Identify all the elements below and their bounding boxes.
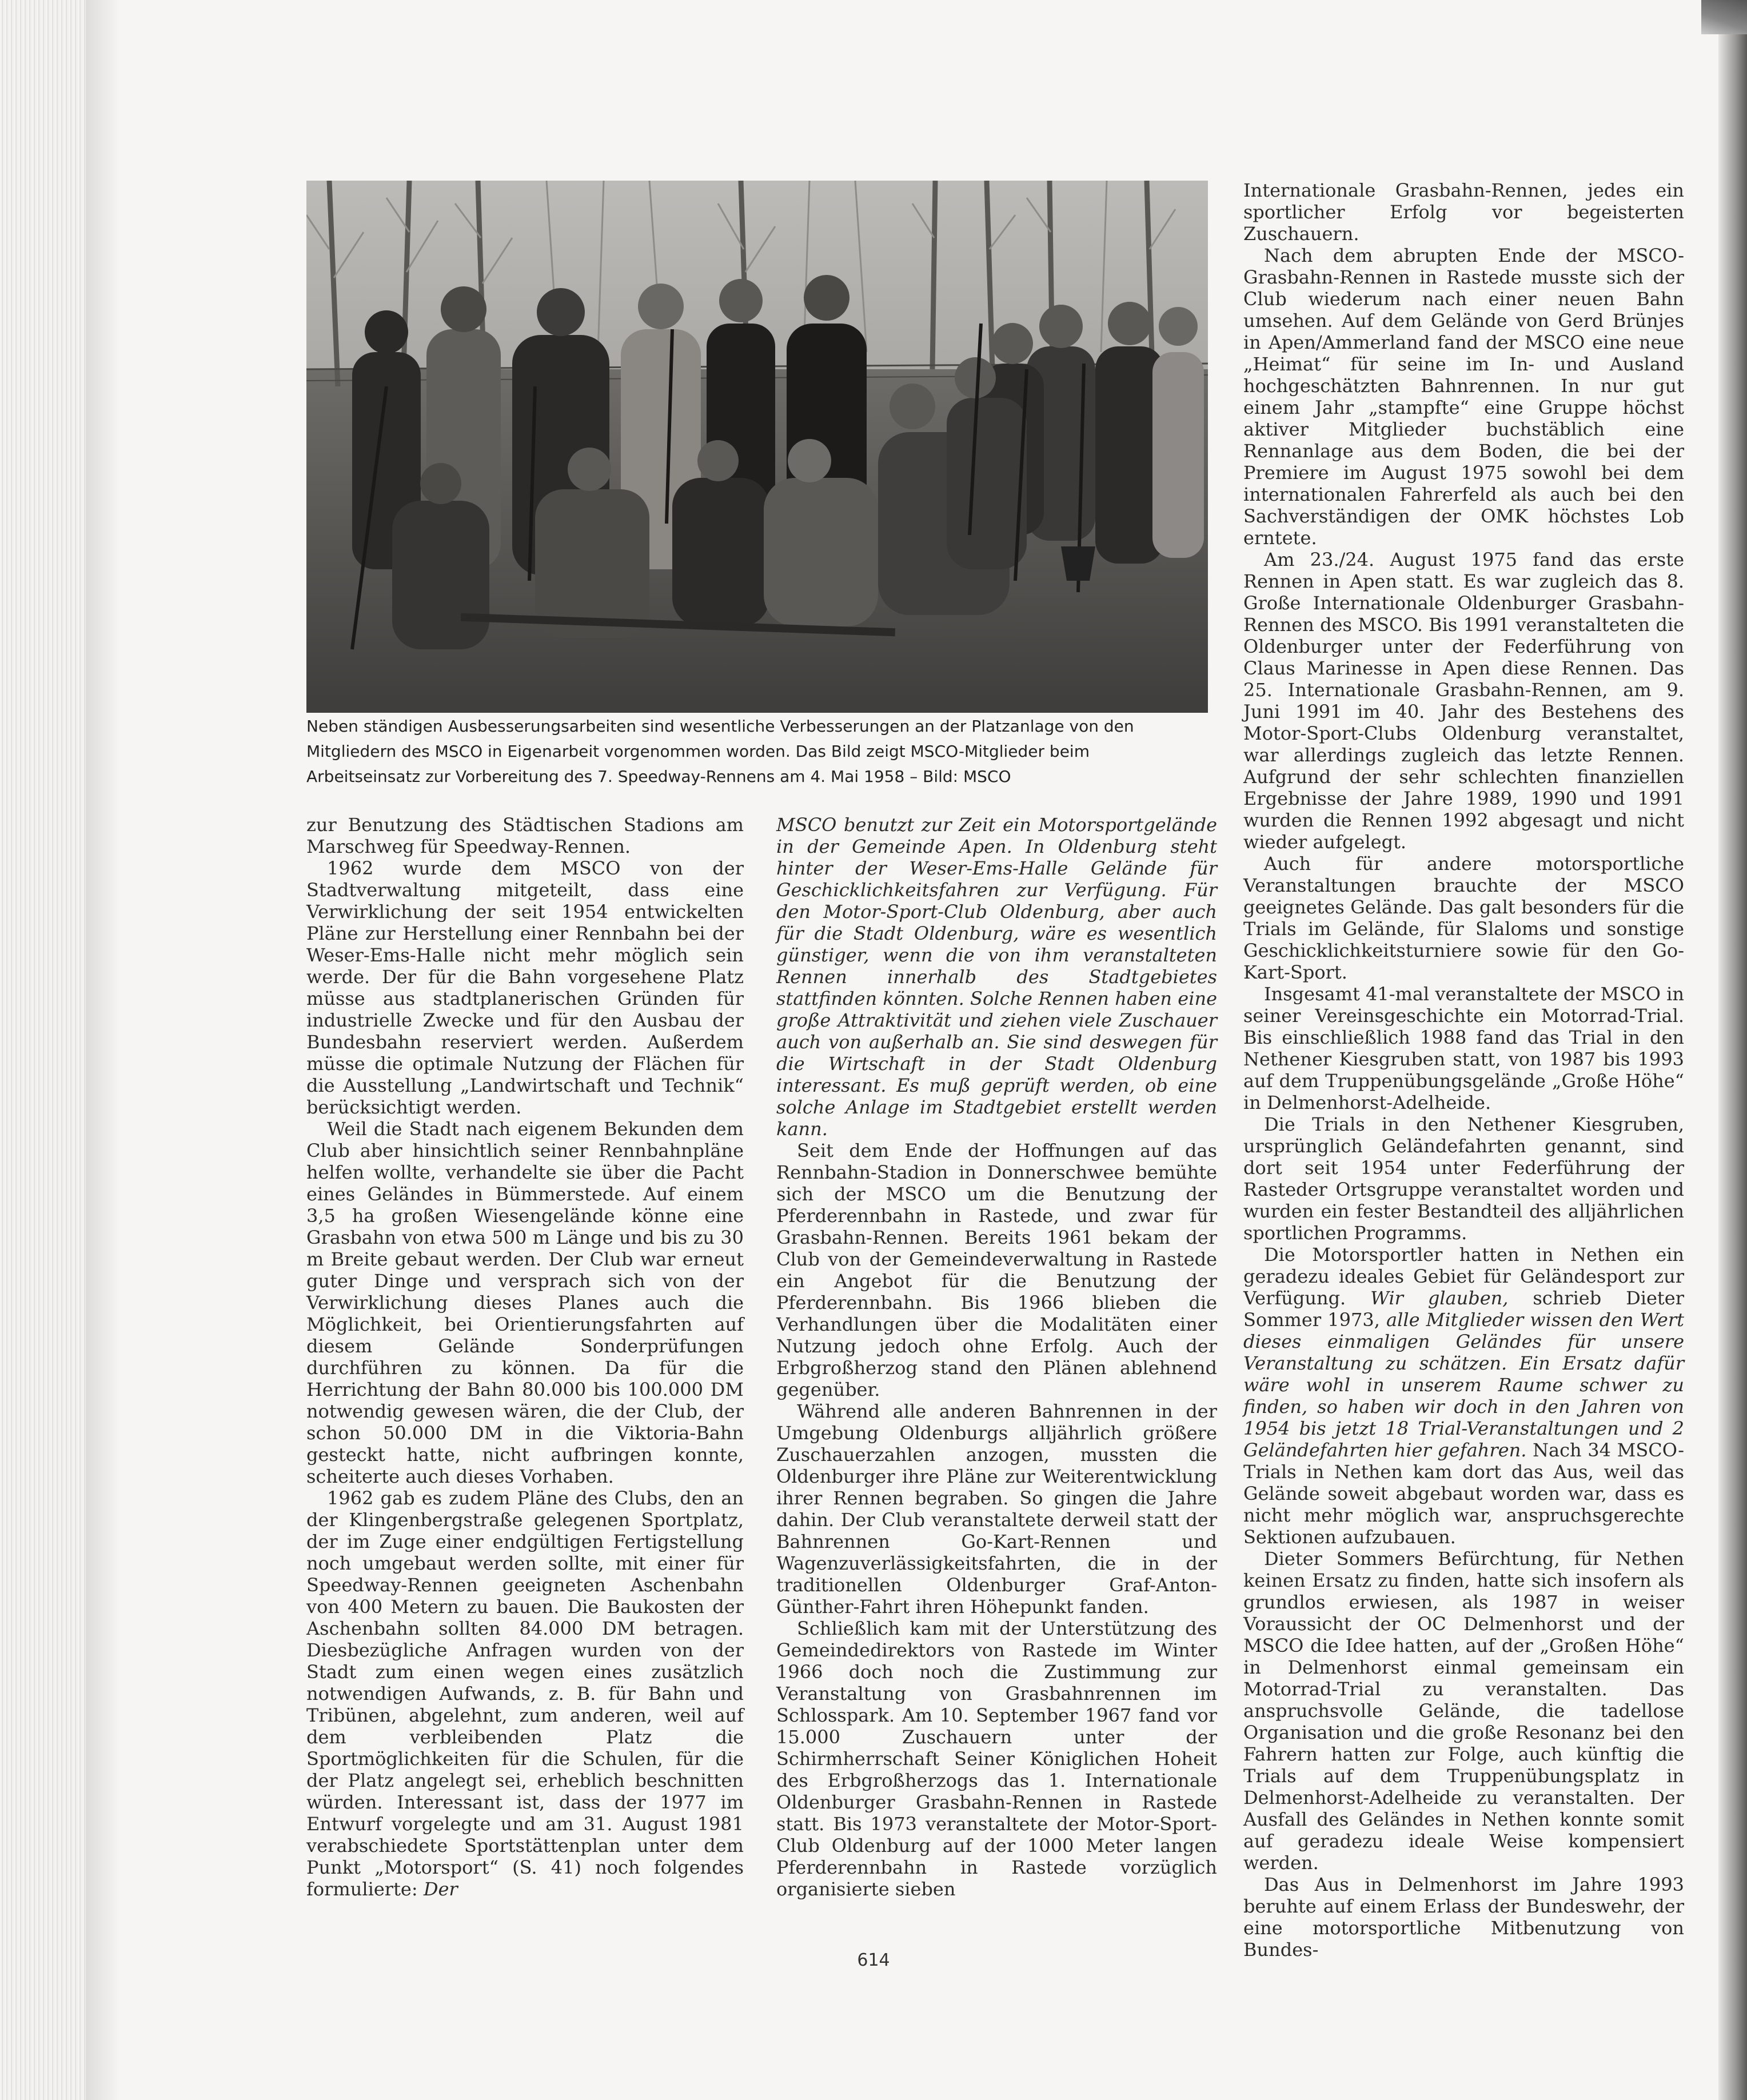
book-right-edge (1718, 0, 1747, 2100)
paragraph: Während alle anderen Bahnrennen in der Umgebung Oldenburgs alljährlich größere Zuschauerzahlen anzogen, mussten die Oldenburger ihre Pläne zur Weiterentwicklung ihrer Rennen begraben. So gingen die Jahre dahin. Der Club veranstaltete derweil statt der Bahnrennen Go-Kart-Rennen und Wagenzuverlässigkeitsfahrten, die in der traditionellen Oldenburger Graf-Anton-Günther-Fahrt ihren Höhepunkt fanden. (776, 1400, 1217, 1618)
photo-illustration (306, 181, 1208, 713)
book-page-edges (0, 0, 86, 2100)
paragraph: Die Trials in den Nethener Kiesgruben, ursprünglich Geländefahrten genannt, sind dort seit 1954 unter Federführung der Rasteder Ortsgruppe veranstaltet worden und wurden ein fester Bestandteil des alljährlichen sportlichen Programms. (1243, 1113, 1684, 1244)
paragraph: Weil die Stadt nach eigenem Bekunden dem Club aber hinsichtlich seiner Rennbahnpläne helfen wollte, verhandelte sie über die Pacht eines Geländes in Bümmerstede. Auf einem 3,5 ha großen Wiesengelände könne eine Grasbahn von etwa 500 m Länge und bis zu 30 m Breite gebaut werden. Der Club war erneut guter Dinge und versprach sich von der Verwirklichung dieses Planes auch die Möglichkeit, bei Orientierungsfahrten auf diesem Gelände Sonderprüfungen durchführen zu können. Da für die Herrichtung der Bahn 80.000 bis 100.000 DM notwendig gewesen wären, die der Club, der schon 50.000 DM in die Viktoria-Bahn gesteckt hatte, nicht aufbringen konnte, scheiterte auch dieses Vorhaben. (306, 1118, 744, 1487)
paragraph: 1962 wurde dem MSCO von der Stadtverwaltung mitgeteilt, dass eine Verwirklichung der seit 1954 entwickelten Pläne zur Herstellung einer Rennbahn bei der Weser-Ems-Halle nicht mehr möglich sein werde. Der für die Bahn vorgesehene Platz müsse aus stadtplanerischen Gründen für industrielle Zwecke und für den Ausbau der Bundesbahn reserviert werden. Außerdem müsse die optimale Nutzung der Flächen für die Ausstellung „Landwirtschaft und Technik“ berücksichtigt werden. (306, 857, 744, 1118)
quote-start: Der (423, 1878, 458, 1900)
paragraph: Internationale Grasbahn-Rennen, jedes ein sportlicher Erfolg vor begeisterten Zuschauern. (1243, 179, 1684, 245)
text-column-1 (306, 814, 744, 1900)
paragraph-text: Die Motorsportler hatten in Nethen ein geradezu ideales Gebiet für Geländesport zur Verfügung. (1243, 1244, 1684, 1309)
text-column-2 (776, 814, 1217, 1900)
paragraph: Auch für andere motorsportliche Veranstaltungen brauchte der MSCO geeignetes Gelände. Das galt besonders für die Trials im Gelände, für Slaloms und sonstige Geschicklichkeitsturniere sowie für den Go-Kart-Sport. (1243, 853, 1684, 983)
quote-text: Wir glauben, (1370, 1287, 1509, 1309)
paragraph: Insgesamt 41-mal veranstaltete der MSCO in seiner Vereinsgeschichte ein Motorrad-Trial. Bis einschließlich 1988 fand das Trial in den Nethener Kiesgruben statt, von 1987 bis 1993 auf dem Truppenübungsgelände „Große Höhe“ in Delmenhorst-Adelheide. (1243, 983, 1684, 1113)
paragraph: Das Aus in Delmenhorst im Jahre 1993 beruhte auf einem Erlass der Bundeswehr, der eine motorsportliche Mitbenutzung von Bundes- (1243, 1874, 1684, 1961)
paragraph-text: schrieb Dieter Sommer 1973, (1243, 1287, 1685, 1331)
paragraph-text: Nach 34 MSCO-Trials in Nethen kam dort das Aus, weil das Gelände soweit abgebaut worden war, dass es nicht mehr möglich war, anspruchsgerechte Sektionen aufzubauen. (1243, 1439, 1685, 1548)
historic-photo (306, 181, 1208, 713)
page-number: 614 (857, 1950, 890, 1970)
quote-paragraph (776, 814, 1217, 1140)
paragraph: Nach dem abrupten Ende der MSCO-Grasbahn-Rennen in Rastede musste sich der Club wiederum nach einer neuen Bahn umsehen. Auf dem Gelände von Gerd Brünjes in Apen/Ammerland fand der MSCO eine neue „Heimat“ für seine im In- und Ausland hochgeschätzten Bahnrennen. In nur gut einem Jahr „stampfte“ eine Gruppe höchst aktiver Mitglieder buchstäblich eine Rennanlage aus dem Boden, die bei der Premiere im August 1975 sowohl bei dem internationalen Fahrerfeld als auch bei den Sachverständigen der OMK höchstes Lob erntete. (1243, 245, 1684, 549)
page-corner (1701, 0, 1747, 34)
paragraph: Dieter Sommers Befürchtung, für Nethen keinen Ersatz zu finden, hatte sich insofern als grundlos erwiesen, als 1987 in weiser Voraussicht der OC Delmenhorst und der MSCO die Idee hatten, auf der „Großen Höhe“ in Delmenhorst einmal gemeinsam ein Motorrad-Trial zu veranstalten. Das anspruchsvolle Gelände, die tadellose Organisation und die große Resonanz bei den Fahrern hatten zur Folge, auch künftig die Trials auf dem Truppenübungsplatz in Delmenhorst-Adelheide zu veranstalten. Der Ausfall des Geländes in Nethen konnte somit auf geradezu ideale Weise kompensiert werden. (1243, 1548, 1684, 1874)
text-column-3 (1243, 179, 1684, 1961)
quote-text: MSCO benutzt zur Zeit ein Motorsportgelände in der Gemeinde Apen. In Oldenburg steht hinter der Weser-Ems-Halle Gelände für Geschicklichkeitsfahren zur Verfügung. Für den Motor-Sport-Club Oldenburg, aber auch für die Stadt Oldenburg, wäre es wesentlich günstiger, wenn die von ihm veranstalteten Rennen innerhalb des Stadtgebietes stattfinden könnten. Solche Rennen haben eine große Attraktivität und ziehen viele Zuschauer auch von außerhalb an. Sie sind deswegen für die Wirtschaft in der Stadt Oldenburg interessant. Es muß geprüft werden, ob eine solche Anlage im Stadtgebiet erstellt werden kann. (776, 814, 1217, 1140)
paragraph: zur Benutzung des Städtischen Stadions am Marschweg für Speedway-Rennen. (306, 814, 744, 857)
paragraph (306, 1487, 744, 1900)
quote-text: alle Mitglieder wissen den Wert dieses einmaligen Geländes für unsere Veranstaltung zu schätzen. Ein Ersatz dafür wäre wohl in unserem Raume schwer zu finden, so haben wir doch in den Jahren von 1954 bis jetzt 18 Trial-Veranstaltungen und 2 Geländefahrten hier gefahren. (1243, 1309, 1685, 1461)
paragraph-text: 1962 gab es zudem Pläne des Clubs, den an der Klingenbergstraße gelegenen Sportplatz, der im Zuge einer endgültigen Fertigstellung noch umgebaut werden sollte, mit einer für Speedway-Rennen geeigneten Aschenbahn von 400 Metern zu bauen. Die Baukosten der Aschenbahn sollten 84.000 DM betragen. Diesbezügliche Anfragen wurden von der Stadt zum einen wegen eines zusätzlich notwendigen Aufwands, z. B. für Bahn und Tribünen, abgelehnt, zum anderen, weil auf dem verbleibenden Platz die Sportmöglichkeiten für die Schulen, für die der Platz angelegt sei, erheblich beschnitten würden. Interessant ist, dass der 1977 im Entwurf vorgelegte und am 31. August 1981 verabschiedete Sportstättenplan unter dem Punkt „Motorsport“ (S. 41) noch folgendes formulierte: (306, 1487, 744, 1900)
paragraph: Am 23./24. August 1975 fand das erste Rennen in Apen statt. Es war zugleich das 8. Große Internationale Oldenburger Grasbahn-Rennen des MSCO. Bis 1991 veranstalteten die Oldenburger unter der Federführung von Claus Marinesse in Apen diese Rennen. Das 25. Internationale Grasbahn-Rennen, am 9. Juni 1991 im 40. Jahr des Bestehens des Motor-Sport-Clubs Oldenburg veranstaltet, war allerdings zugleich das letzte Rennen. Aufgrund der sehr schlechten finanziellen Ergebnisse der Jahre 1989, 1990 und 1991 wurden die Rennen 1992 abgesagt und nicht wieder aufgelegt. (1243, 549, 1684, 853)
paragraph: Schließlich kam mit der Unterstützung des Gemeindedirektors von Rastede im Winter 1966 doch noch die Zustimmung zur Veranstaltung von Grasbahnrennen im Schlosspark. Am 10. September 1967 fand vor 15.000 Zuschauern unter der Schirmherrschaft Seiner Königlichen Hoheit des Erbgroßherzogs das 1. Internationale Oldenburger Grasbahn-Rennen in Rastede statt. Bis 1973 veranstaltete der Motor-Sport-Club Oldenburg auf der 1000 Meter langen Pferderennbahn in Rastede vorzüglich organisierte sieben (776, 1618, 1217, 1900)
photo-caption: Neben ständigen Ausbesserungsarbeiten sind wesentliche Verbesserungen an der Platzanlage von den Mitgliedern des MSCO in Eigenarbeit vorgenommen worden. Das Bild zeigt MSCO-Mitglieder beim Arbeitseinsatz zur Vorbereitung des 7. Speedway-Rennens am 4. Mai 1958 – Bild: MSCO (306, 717, 1134, 786)
paragraph (1243, 1244, 1684, 1548)
paragraph: Seit dem Ende der Hoffnungen auf das Rennbahn-Stadion in Donnerschwee bemühte sich der MSCO um die Benutzung der Pferderennbahn in Rastede, und zwar für Grasbahn-Rennen. Bereits 1961 bekam der Club von der Gemeindeverwaltung in Rastede ein Angebot für die Benutzung der Pferderennbahn. Bis 1966 blieben die Verhandlungen über die Modalitäten einer Nutzung jedoch ohne Erfolg. Auch der Erbgroßherzog stand den Plänen ablehnend gegenüber. (776, 1140, 1217, 1400)
gutter-shadow (86, 0, 120, 2100)
